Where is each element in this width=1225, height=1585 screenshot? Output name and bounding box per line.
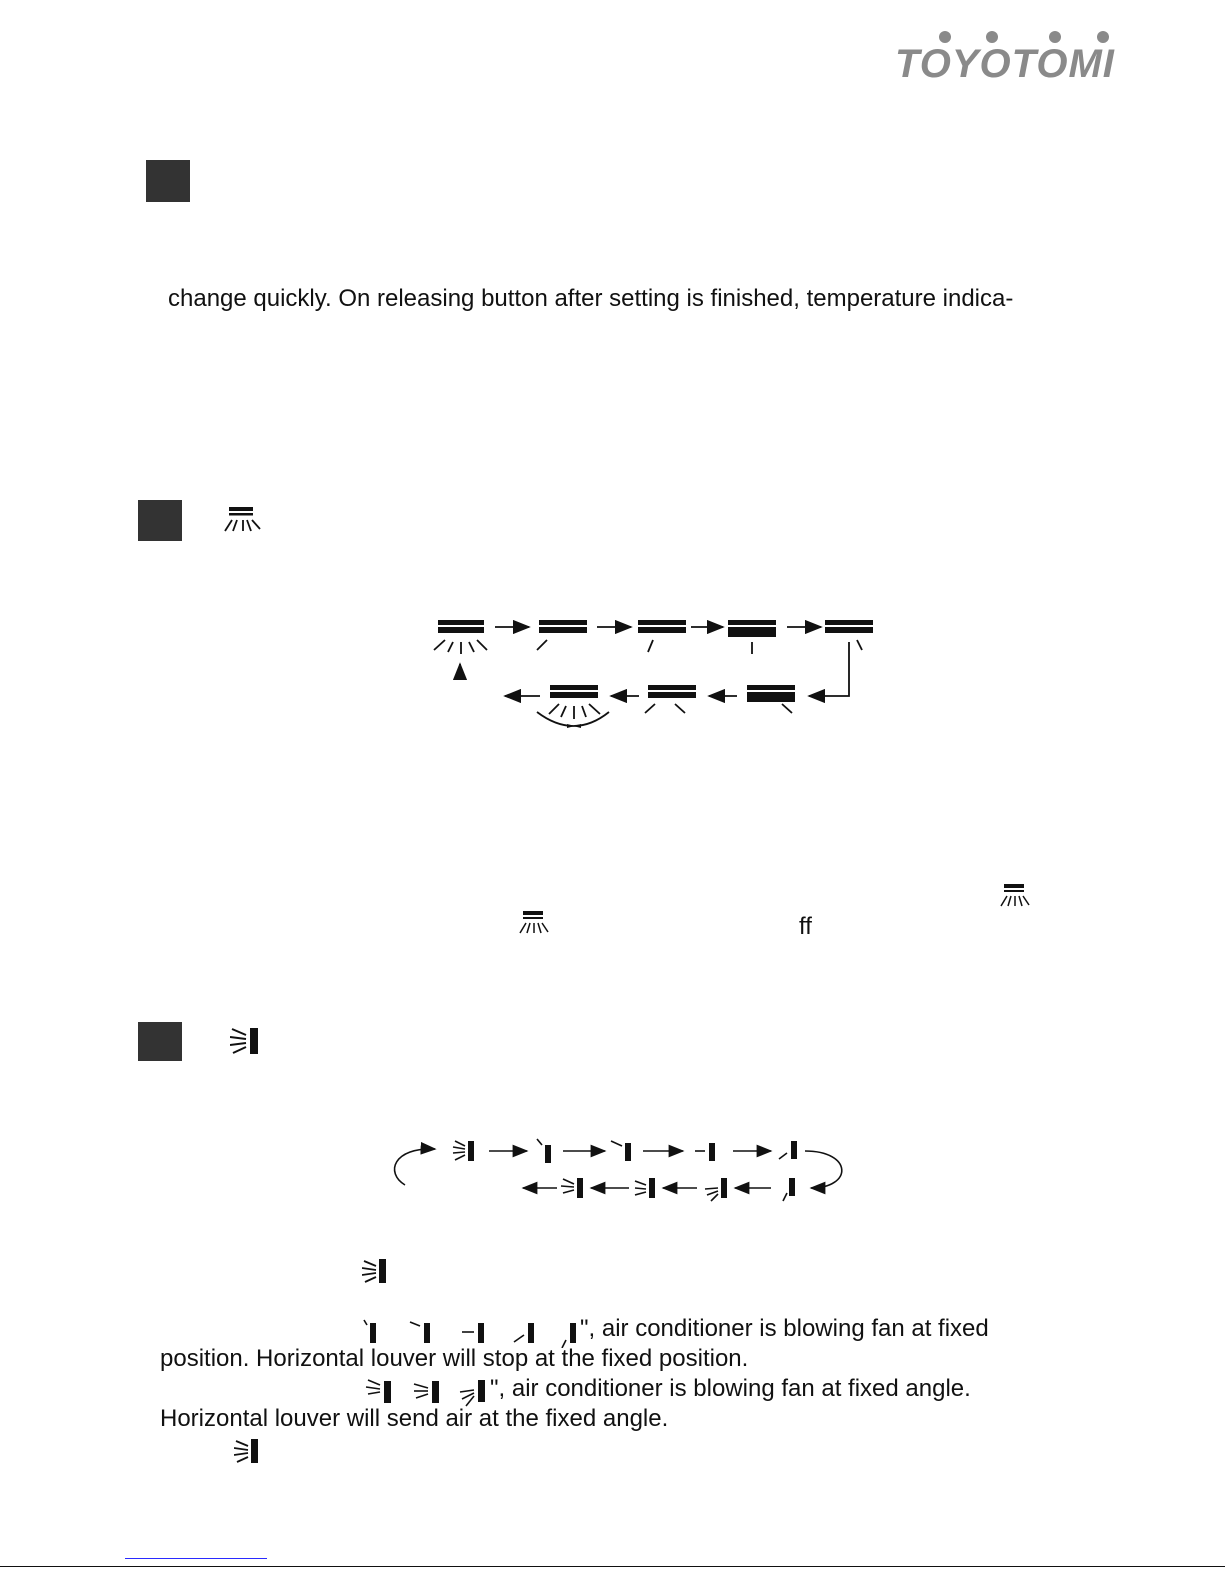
horizontal-louver-swing-icon [362, 1257, 390, 1285]
vertical-louver-swing-icon [519, 911, 551, 937]
vertical-louver-cycle-diagram [425, 612, 885, 742]
brand-wordmark: TOYOTOMI [895, 42, 1115, 86]
section-square-icon [138, 500, 182, 541]
body-line: ", air conditioner is blowing fan at fixed angle. [490, 1375, 971, 1402]
body-line: position. Horizontal louver will stop at the fixed position. [160, 1345, 749, 1372]
vertical-louver-swing-icon [1000, 884, 1032, 910]
section-square-icon [138, 1022, 182, 1061]
vertical-louver-swing-icon [224, 507, 264, 535]
horizontal-louver-swing-icon [234, 1437, 262, 1465]
inline-mark: ff [799, 913, 812, 940]
body-line: change quickly. On releasing button after setting is finished, temperature indica- [168, 285, 1014, 312]
footer-link-underline [125, 1558, 267, 1559]
section-square-icon [146, 160, 190, 202]
body-line: Horizontal louver will send air at the fixed angle. [160, 1405, 669, 1432]
brand-logo [895, 28, 1115, 84]
horizontal-louver-swing-icon [230, 1025, 264, 1057]
body-line: ", air conditioner is blowing fan at fixed [580, 1315, 989, 1342]
footer-rule [0, 1566, 1225, 1567]
horizontal-louver-cycle-diagram [385, 1133, 855, 1208]
